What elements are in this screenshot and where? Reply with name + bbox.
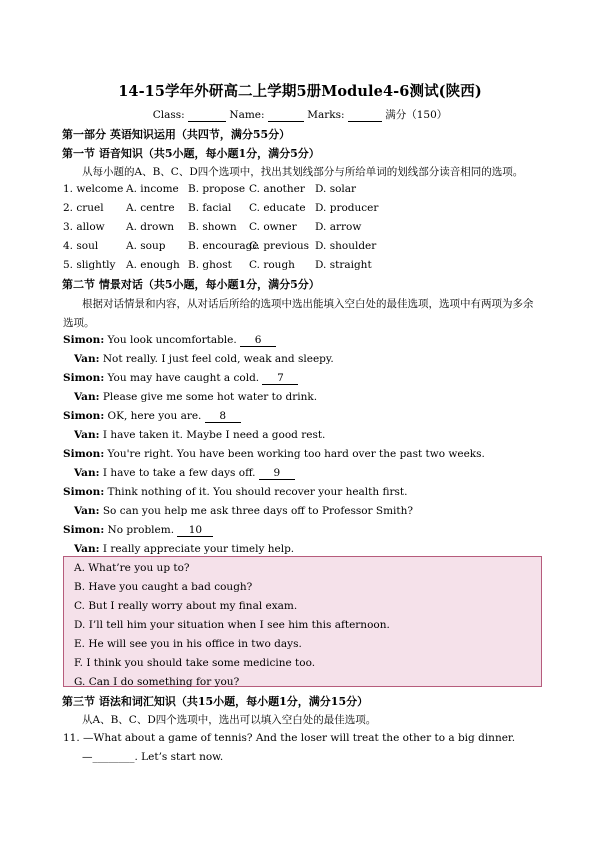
dialogue-text: Please give me some hot water to drink. — [99, 391, 318, 403]
speaker-label: Simon: — [63, 372, 105, 384]
dialogue-line — [74, 429, 325, 441]
marks-blank — [348, 110, 382, 122]
question-row — [63, 183, 563, 197]
option-b: B. facial — [188, 202, 232, 214]
option-b: B. encourage — [188, 240, 259, 252]
option-c: C. rough — [249, 259, 295, 271]
speaker-label: Van: — [74, 353, 100, 365]
dialogue-option: G. Can I do something for you? — [74, 676, 240, 688]
marks-label: Marks: — [307, 109, 345, 121]
option-a: A. soup — [126, 240, 166, 252]
question-word: 5. slightly — [63, 259, 116, 271]
dialogue-option: B. Have you caught a bad cough? — [74, 581, 253, 593]
dialogue-text: I have taken it. Maybe I need a good rest. — [99, 429, 326, 441]
dialogue-option: A. What’re you up to? — [74, 562, 190, 574]
dialogue-text: I have to take a few days off. — [99, 467, 256, 479]
dialogue-line — [63, 372, 298, 385]
question-row — [63, 240, 563, 254]
speaker-label: Simon: — [63, 410, 105, 422]
dialogue-text: I really appreciate your timely help. — [99, 543, 295, 555]
class-label: Class: — [152, 109, 185, 121]
dialogue-line — [74, 391, 317, 403]
option-c: C. educate — [249, 202, 306, 214]
dialogue-text: You're right. You have been working too hard over the past two weeks. — [104, 448, 485, 460]
dialogue-text: Think nothing of it. You should recover your health first. — [104, 486, 408, 498]
speaker-label: Simon: — [63, 448, 105, 460]
dialogue-text: You look uncomfortable. — [104, 334, 237, 346]
dialogue-option: E. He will see you in his office in two days. — [74, 638, 302, 650]
dialogue-option: F. I think you should take some medicine too. — [74, 657, 316, 669]
question-11-stem: 11. —What about a game of tennis? And the loser will treat the other to a big dinner. — [63, 732, 516, 744]
option-d: D. straight — [315, 259, 372, 271]
option-c: C. another — [249, 183, 305, 195]
speaker-label: Van: — [74, 391, 100, 403]
dialogue-line — [74, 543, 294, 555]
dialogue-line — [63, 334, 276, 347]
dialogue-text: Not really. I just feel cold, weak and sleepy. — [99, 353, 334, 365]
answer-blank[interactable]: 10 — [177, 524, 213, 537]
dialogue-line — [74, 505, 413, 517]
section3-heading: 第三节 语法和词汇知识（共15小题，每小题1分，满分15分） — [62, 695, 369, 708]
dialogue-text: So can you help me ask three days off to Professor Smith? — [99, 505, 414, 517]
dialogue-line — [63, 486, 407, 498]
option-b: B. shown — [188, 221, 237, 233]
answer-blank[interactable]: 8 — [205, 410, 241, 423]
class-blank — [188, 110, 226, 122]
dialogue-text: No problem. — [104, 524, 175, 536]
option-c: C. previous — [249, 240, 310, 252]
options-box — [63, 556, 542, 687]
part1-heading: 第一部分 英语知识运用（共四节，满分55分） — [62, 128, 291, 141]
dialogue-text: You may have caught a cold. — [104, 372, 260, 384]
option-a: A. drown — [126, 221, 175, 233]
dialogue-line — [63, 448, 485, 460]
section1-heading: 第一节 语音知识（共5小题，每小题1分，满分5分） — [62, 147, 320, 160]
name-blank — [268, 110, 304, 122]
dialogue-option: D. I’ll tell him your situation when I see him this afternoon. — [74, 619, 390, 631]
option-d: D. shoulder — [315, 240, 377, 252]
section2-heading: 第二节 情景对话（共5小题，每小题1分，满分5分） — [62, 278, 320, 291]
dialogue-line — [63, 410, 241, 423]
speaker-label: Simon: — [63, 524, 105, 536]
question-word: 2. cruel — [63, 202, 104, 214]
speaker-label: Van: — [74, 467, 100, 479]
dialogue-line — [74, 353, 334, 365]
section2-instruction-line2: 选项。 — [63, 317, 95, 329]
speaker-label: Van: — [74, 505, 100, 517]
option-d: D. producer — [315, 202, 379, 214]
section3-instruction: 从A、B、C、D四个选项中，选出可以填入空白处的最佳选项。 — [82, 714, 377, 726]
question-row — [63, 259, 563, 273]
answer-blank[interactable]: 7 — [262, 372, 298, 385]
dialogue-line — [63, 524, 213, 537]
question-row — [63, 202, 563, 216]
speaker-label: Van: — [74, 429, 100, 441]
option-a: A. income — [126, 183, 179, 195]
name-label: Name: — [229, 109, 265, 121]
option-d: D. solar — [315, 183, 357, 195]
option-a: A. centre — [126, 202, 175, 214]
full-score: 满分（150） — [385, 109, 448, 121]
question-word: 4. soul — [63, 240, 99, 252]
dialogue-text: OK, here you are. — [104, 410, 202, 422]
answer-blank[interactable]: 6 — [240, 334, 276, 347]
page-title: 14-15学年外研高二上学期5册Module4-6测试(陕西) — [118, 83, 482, 100]
section1-instruction: 从每小题的A、B、C、D四个选项中，找出其划线部分与所给单词的划线部分读音相同的选项。 — [82, 166, 524, 178]
answer-blank[interactable]: 9 — [259, 467, 295, 480]
option-d: D. arrow — [315, 221, 362, 233]
speaker-label: Simon: — [63, 334, 105, 346]
question-word: 1. welcome — [63, 183, 124, 195]
speaker-label: Van: — [74, 543, 100, 555]
option-a: A. enough — [126, 259, 180, 271]
option-c: C. owner — [249, 221, 297, 233]
dialogue-line — [74, 467, 295, 480]
option-b: B. ghost — [188, 259, 232, 271]
section2-instruction-line1: 根据对话情景和内容，从对话后所给的选项中选出能填入空白处的最佳选项，选项中有两项为多余 — [82, 298, 534, 310]
question-word: 3. allow — [63, 221, 105, 233]
question-row — [63, 221, 563, 235]
class-info-line — [0, 107, 600, 122]
dialogue-option: C. But I really worry about my final exam. — [74, 600, 298, 612]
speaker-label: Simon: — [63, 486, 105, 498]
option-b: B. propose — [188, 183, 246, 195]
question-11-answer-line: —________. Let’s start now. — [82, 751, 224, 763]
